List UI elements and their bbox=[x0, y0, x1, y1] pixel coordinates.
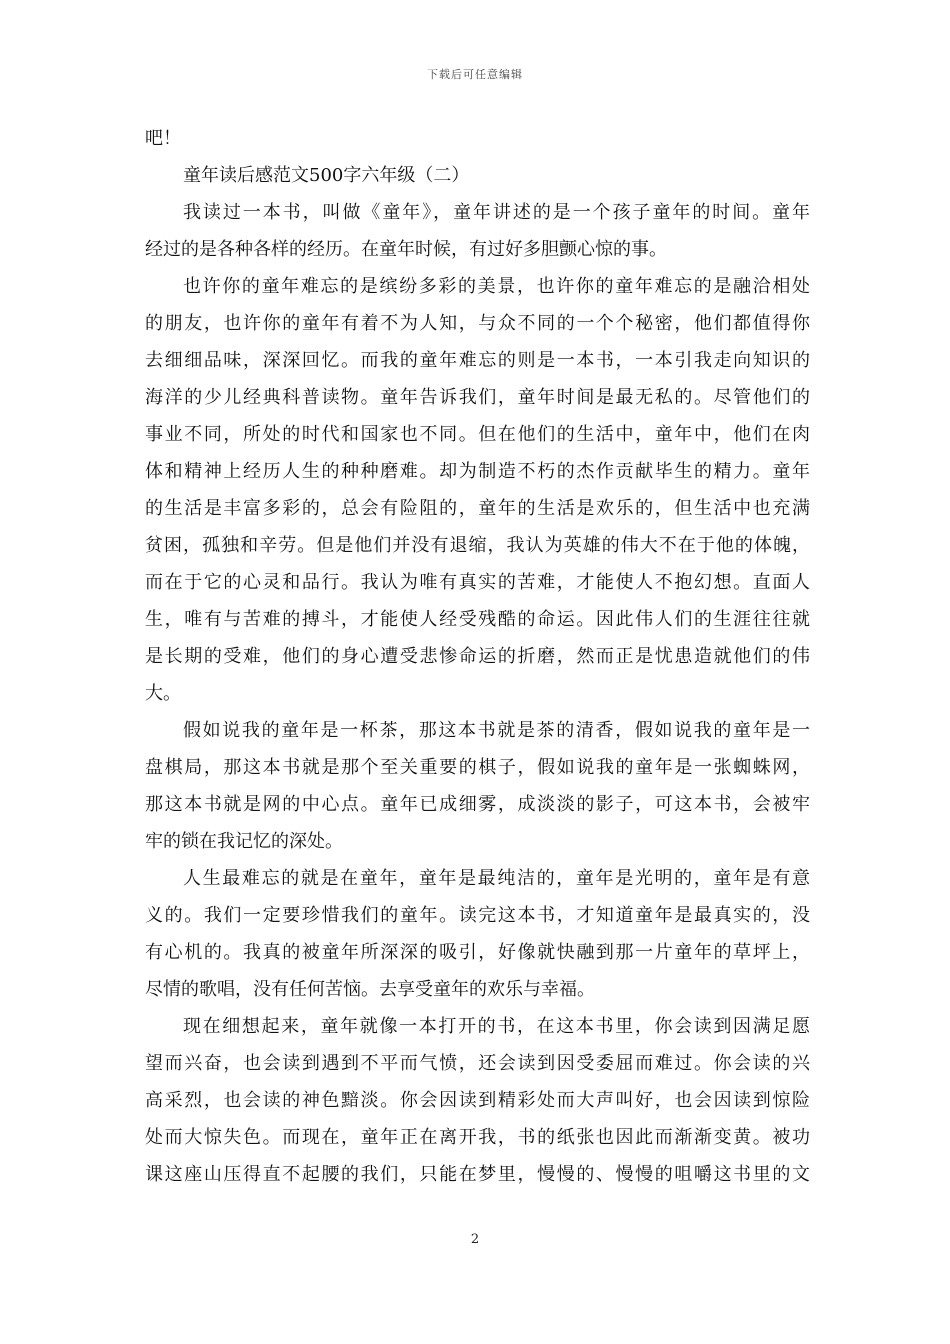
text-line: 吧！ bbox=[145, 128, 181, 149]
text-line: 牢的锁在我记忆的深处。 bbox=[145, 831, 343, 852]
text-line: 课这座山压得直不起腰的我们，只能在梦里，慢慢的、慢慢的咀嚼这书里的文 bbox=[145, 1164, 810, 1185]
page-header: 下载后可任意编辑 bbox=[427, 68, 523, 81]
text-line: 大。 bbox=[145, 683, 181, 704]
text-line: 高采烈，也会读的神色黯淡。你会因读到精彩处而大声叫好，也会因读到惊险 bbox=[145, 1090, 810, 1111]
page-number: 2 bbox=[470, 1232, 480, 1247]
text-line: 也许你的童年难忘的是缤纷多彩的美景，也许你的童年难忘的是融洽相处 bbox=[183, 276, 810, 297]
text-line: 是长期的受难，他们的身心遭受悲惨命运的折磨，然而正是忧患造就他们的伟 bbox=[145, 646, 810, 667]
text-line: 贫困，孤独和辛劳。但是他们并没有退缩，我认为英雄的伟大不在于他的体魄， bbox=[145, 535, 810, 556]
text-line: 经过的是各种各样的经历。在童年时候，有过好多胆颤心惊的事。 bbox=[145, 239, 667, 260]
text-line: 有心机的。我真的被童年所深深的吸引，好像就快融到那一片童年的草坪上， bbox=[145, 942, 810, 963]
text-line: 尽情的歌唱，没有任何苦恼。去享受童年的欢乐与幸福。 bbox=[145, 979, 595, 1000]
text-line: 盘棋局，那这本书就是那个至关重要的棋子，假如说我的童年是一张蜘蛛网， bbox=[145, 757, 810, 778]
text-line: 体和精神上经历人生的种种磨难。却为制造不朽的杰作贡献毕生的精力。童年 bbox=[145, 461, 810, 482]
text-line: 人生最难忘的就是在童年，童年是最纯洁的，童年是光明的，童年是有意 bbox=[183, 868, 810, 889]
text-line: 海洋的少儿经典科普读物。童年告诉我们，童年时间是最无私的。尽管他们的 bbox=[145, 387, 810, 408]
text-line: 事业不同，所处的时代和国家也不同。但在他们的生活中，童年中，他们在肉 bbox=[145, 424, 810, 445]
text-line: 去细细品味，深深回忆。而我的童年难忘的则是一本书，一本引我走向知识的 bbox=[145, 350, 810, 371]
section-title: 童年读后感范文500字六年级（二） bbox=[183, 165, 470, 186]
text-line: 而在于它的心灵和品行。我认为唯有真实的苦难，才能使人不抱幻想。直面人 bbox=[145, 572, 810, 593]
text-line: 现在细想起来，童年就像一本打开的书，在这本书里，你会读到因满足愿 bbox=[183, 1016, 810, 1037]
text-line: 生，唯有与苦难的搏斗，才能使人经受残酷的命运。因此伟人们的生涯往往就 bbox=[145, 609, 810, 630]
text-line: 假如说我的童年是一杯茶，那这本书就是茶的清香，假如说我的童年是一 bbox=[183, 720, 810, 741]
text-line: 望而兴奋，也会读到遇到不平而气愤，还会读到因受委屈而难过。你会读的兴 bbox=[145, 1053, 810, 1074]
text-line: 义的。我们一定要珍惜我们的童年。读完这本书，才知道童年是最真实的，没 bbox=[145, 905, 810, 926]
text-line: 的生活是丰富多彩的，总会有险阻的，童年的生活是欢乐的，但生活中也充满 bbox=[145, 498, 810, 519]
text-line: 的朋友，也许你的童年有着不为人知，与众不同的一个个秘密，他们都值得你 bbox=[145, 313, 810, 334]
text-line: 那这本书就是网的中心点。童年已成细雾，成淡淡的影子，可这本书，会被牢 bbox=[145, 794, 810, 815]
text-line: 我读过一本书，叫做《童年》，童年讲述的是一个孩子童年的时间。童年 bbox=[183, 202, 810, 223]
text-line: 处而大惊失色。而现在，童年正在离开我，书的纸张也因此而渐渐变黄。被功 bbox=[145, 1127, 810, 1148]
document-body bbox=[145, 120, 810, 1193]
